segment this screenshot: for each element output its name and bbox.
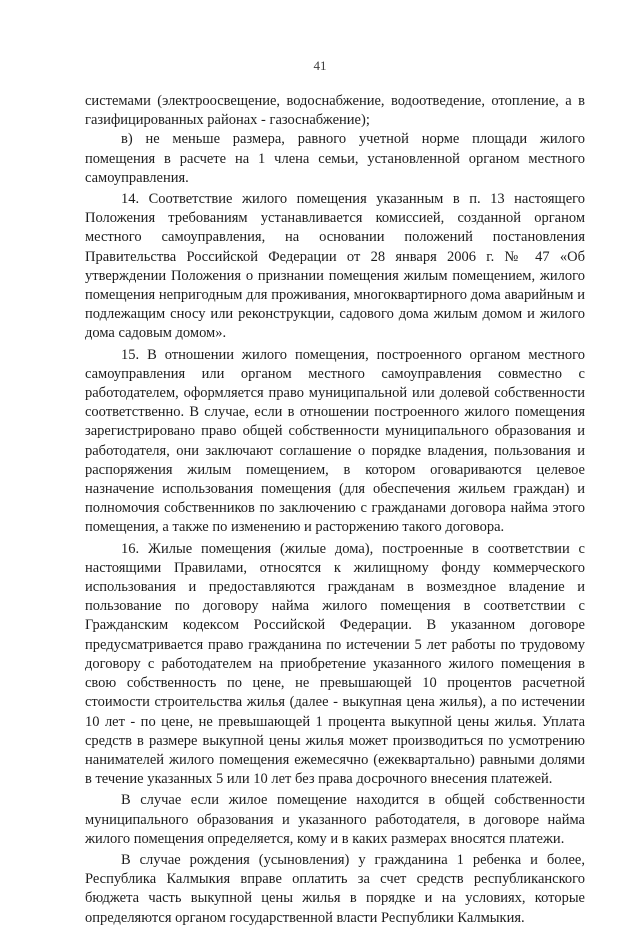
document-body bbox=[85, 92, 585, 928]
paragraph-child-birth: В случае рождения (усыновления) у гражданина 1 ребенка и более, Республика Калмыкия вправе оплатить за счет средств республиканского бюджета часть выкупной цены жилья в порядке и на условиях, которые определяются органом государственной власти Республики Калмыкия. bbox=[85, 851, 585, 926]
paragraph-14: 14. Соответствие жилого помещения указанным в п. 13 настоящего Положения требованиям устанавливается комиссией, созданной органом местного самоуправления, на основании положений постановления Правительства Российской Федерации от 28 января 2006 г. № 47 «Об утверждении Положения о признании помещения жилым помещением, жилого помещения непригодным для проживания, многоквартирного дома аварийным и подлежащим сносу или реконструкции, садового дома жилым домом и жилого дома садовым домом». bbox=[85, 191, 585, 342]
paragraph-16: 16. Жилые помещения (жилые дома), построенные в соответствии с настоящими Правилами, относятся к жилищному фонду коммерческого использования и предоставляются гражданам в возмездное владение и пользование по договору найма жилого помещения в соответствии с Гражданским кодексом Российской Федерации. В указанном договоре предусматривается право гражданина по истечении 5 лет работы по трудовому договору с работодателем на приобретение указанного жилого помещения в свою собственность по цене, не превышающей 10 процентов расчетной стоимости строительства жилья (далее - выкупная цена жилья), а по истечении 10 лет - по цене, не превышающей 1 процента выкупной цены жилья. Уплата средств в размере выкупной цены жилья может производиться по усмотрению нанимателей жилого помещения ежемесячно (ежеквартально) равными долями в течение указанных 5 или 10 лет без права досрочного внесения платежей. bbox=[85, 540, 585, 788]
paragraph-15: 15. В отношении жилого помещения, построенного органом местного самоуправления или органом местного самоуправления совместно с работодателем, оформляется право муниципальной или долевой собственности соответственно. В случае, если в отношении построенного жилого помещения зарегистрировано право общей собственности муниципального образования и работодателя, они заключают соглашение о порядке владения, пользования и распоряжения жилым помещением, в котором оговариваются целевое назначение использования помещения (для обеспечения жильем граждан) и полномочия собственников по заключению с гражданами договора найма этого помещения, а также по изменению и расторжению такого договора. bbox=[85, 346, 585, 536]
paragraph-continuation: системами (электроосвещение, водоснабжение, водоотведение, отопление, а в газифицированных районах - газоснабжение); bbox=[85, 93, 585, 129]
page-number: 41 bbox=[313, 58, 327, 73]
paragraph-clause-v: в) не меньше размера, равного учетной норме площади жилого помещения в расчете на 1 члена семьи, установленной органом местного самоуправления. bbox=[85, 131, 585, 186]
paragraph-shared-ownership: В случае если жилое помещение находится в общей собственности муниципального образования и указанного работодателя, в договоре найма жилого помещения определяется, кому и в каких размерах вносятся платежи. bbox=[85, 792, 585, 847]
